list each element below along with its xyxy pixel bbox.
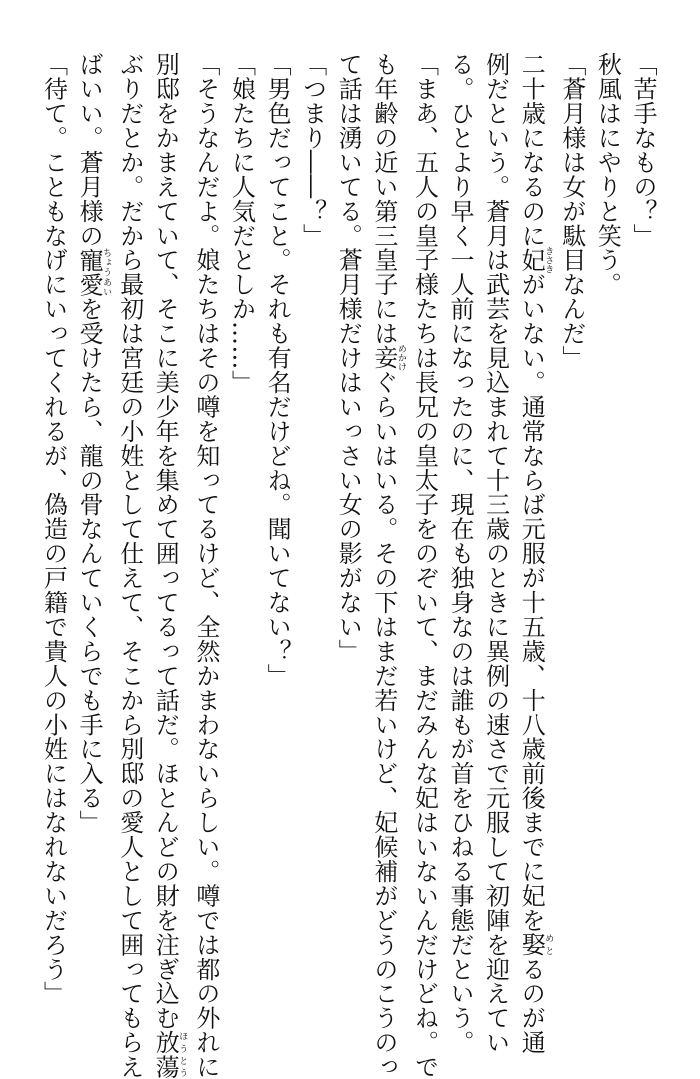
text-line: 秋風はにやりと笑う。 <box>593 52 622 297</box>
text-line: 「蒼月様は女が駄目なんだ」 <box>557 52 586 370</box>
furigana-ruby: 寵愛ちょうあい <box>75 247 112 297</box>
text-line: ぶりだとか。だから最初は宮廷の小姓として仕えて、そこから別邸の愛人として囲ってもらえ <box>115 52 144 1079</box>
text-line: 「娘たちに人気だとしか……」 <box>227 52 256 395</box>
text-line: る。ひとより早く一人前になったのに、現在も独身なのは誰もが首をひねる事態だという。 <box>446 52 475 1055</box>
text-line: 「男色だってこと。それも有名だけどね。聞いてない？」 <box>263 52 292 688</box>
text-line: 「待て。こともなげにいってくれるが、偽造の戸籍で貴人の小姓にはなれないだろう」 <box>39 52 68 1006</box>
text-line: 「そうなんだよ。娘たちはその噂を知ってるけど、全然かまわないらしい。噂では都の外れに <box>191 52 220 1079</box>
text-line: 「つまり――？」 <box>298 52 327 248</box>
text-line: 例だという。蒼月は武芸を見込まれて十三歳のときに異例の速さで元服して初陣を迎えてい <box>481 52 510 1055</box>
text-line: 「まあ、五人の皇子様たちは長兄の皇太子をのぞいて、まだみんな妃はいないんだけどね。で <box>410 52 439 1079</box>
furigana-ruby: 放蕩ほうとう <box>151 1030 188 1079</box>
text-line: て話は湧いてる。蒼月様だけはいっさい女の影がない」 <box>334 52 363 664</box>
furigana-ruby: 娶めと <box>517 932 554 957</box>
furigana-reading: ちょうあい <box>101 247 112 297</box>
vertical-text-body <box>35 52 660 1079</box>
text-line: 二十歳になるのに妃きさきがいない。通常ならば元服が十五歳、十八歳前後までに妃を娶めとるのが通 <box>517 52 554 1055</box>
furigana-ruby: 妃きさき <box>517 246 554 274</box>
furigana-reading: めかけ <box>395 344 406 372</box>
text-line: ばいい。蒼月様の寵愛ちょうあいを受けたら、龍の骨なんていくらでも手に入る」 <box>75 52 112 835</box>
furigana-reading: めと <box>543 932 554 957</box>
furigana-reading: きさき <box>543 246 554 274</box>
furigana-reading: ほうとう <box>177 1030 188 1079</box>
furigana-ruby: 妾めかけ <box>369 344 406 372</box>
text-line: も年齢の近い第三皇子には妾めかけぐらいはいる。その下はまだ若いけど、妃候補がどうのこうのっ <box>369 52 406 1079</box>
text-line: 別邸をかまえていて、そこに美少年を集めて囲ってるって話だ。ほとんどの財を注ぎ込む放蕩ほうとう <box>151 52 188 1079</box>
text-line: 「苦手なもの？」 <box>629 52 657 248</box>
